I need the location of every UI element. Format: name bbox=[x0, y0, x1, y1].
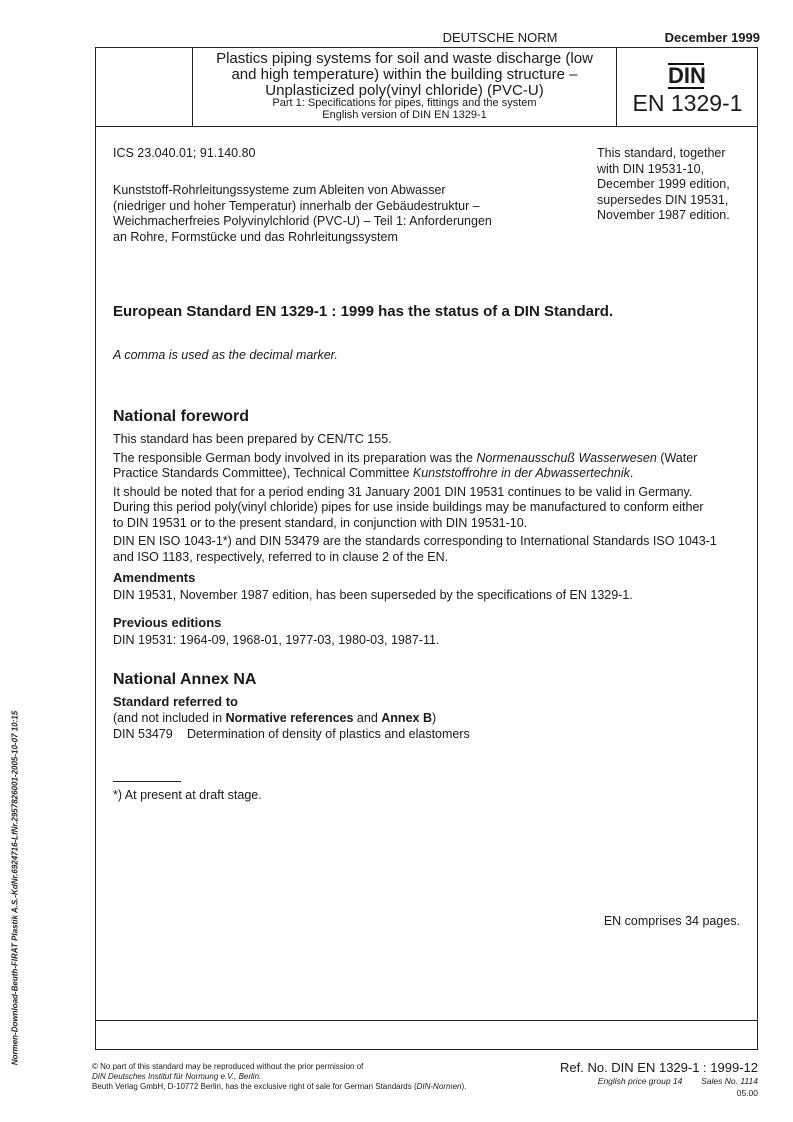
standard-number: EN 1329-1 bbox=[632, 90, 743, 116]
foreword-line: DIN EN ISO 1043-1*) and DIN 53479 are the standards corresponding to International Standards ISO 1043-1 bbox=[113, 534, 717, 548]
note-text: and bbox=[353, 711, 382, 725]
copyright-italic: DIN-Normen bbox=[416, 1082, 462, 1091]
bottom-divider bbox=[95, 1020, 758, 1021]
supersedes-note bbox=[597, 146, 747, 224]
download-stamp-text: Normen-Download-Beuth-FIRAT Plastik A.S.-KdNr.6924716-LfNr.2957826001-2005-10-07 10:15 bbox=[10, 710, 20, 1066]
foreword-paragraph: This standard has been prepared by CEN/TC 155. bbox=[113, 432, 392, 446]
national-foreword-heading: National foreword bbox=[113, 408, 250, 425]
foreword-line: It should be noted that for a period ending 31 January 2001 DIN 19531 continues to be valid in Germany. bbox=[113, 484, 693, 499]
german-title-line: Kunststoff-Rohrleitungssysteme zum Ableiten von Abwasser bbox=[113, 183, 446, 197]
note-bold-text: Annex B bbox=[381, 711, 432, 725]
foreword-text: Practice Standards Committee), Technical Committee bbox=[113, 466, 413, 480]
note-text: ) bbox=[431, 711, 437, 725]
previous-editions-heading: Previous editions bbox=[113, 615, 222, 630]
standard-referred-heading: Standard referred to bbox=[113, 694, 238, 709]
supersedes-line: November 1987 edition. bbox=[597, 208, 730, 222]
din-logo: DIN bbox=[668, 63, 706, 88]
footnote-rule bbox=[113, 781, 181, 782]
supersedes-line: with DIN 19531-10, bbox=[597, 161, 705, 176]
copyright-line bbox=[92, 1072, 542, 1082]
document-header bbox=[95, 30, 760, 46]
german-title-line: an Rohre, Formstücke und das Rohrleitungssystem bbox=[113, 229, 398, 244]
document-type: DEUTSCHE NORM bbox=[442, 30, 558, 45]
reference-code: DIN 53479 bbox=[113, 727, 173, 741]
document-date: December 1999 bbox=[664, 30, 760, 45]
supersedes-line: December 1999 edition, bbox=[597, 177, 730, 191]
part-title: Part 1: Specifications for pipes, fittings and the system bbox=[272, 97, 537, 109]
reference-number: Ref. No. DIN EN 1329-1 : 1999-12 bbox=[560, 1060, 758, 1075]
copyright-line: © No part of this standard may be reproduced without the prior permission of bbox=[92, 1062, 364, 1071]
amendments-heading: Amendments bbox=[113, 570, 196, 585]
reference-title: Determination of density of plastics and elastomers bbox=[187, 727, 470, 741]
foreword-line: During this period poly(vinyl chloride) pipes for use inside buildings may be manufactured to conform either bbox=[113, 500, 704, 514]
foreword-line: and ISO 1183, respectively, referred to in clause 2 of the EN. bbox=[113, 549, 449, 564]
reference-entry bbox=[113, 727, 470, 743]
foreword-paragraph bbox=[113, 451, 753, 467]
amendments-text: DIN 19531, November 1987 edition, has been superseded by the specifications of EN 1329-1. bbox=[113, 588, 633, 602]
note-bold-text: Normative references bbox=[225, 711, 354, 725]
ics-code: ICS 23.040.01; 91.140.80 bbox=[113, 146, 256, 160]
title-box bbox=[95, 47, 758, 127]
note-text: (and not included in bbox=[113, 711, 226, 725]
english-version-note: English version of DIN EN 1329-1 bbox=[322, 109, 487, 121]
normative-note bbox=[113, 711, 436, 727]
foreword-text: (Water bbox=[656, 450, 698, 465]
national-foreword-body bbox=[113, 432, 753, 565]
foreword-line: to DIN 19531 or to the present standard, in conjunction with DIN 19531-10. bbox=[113, 515, 528, 530]
english-title bbox=[193, 51, 616, 99]
previous-editions-text: DIN 19531: 1964-09, 1968-01, 1977-03, 1980-03, 1987-11. bbox=[113, 633, 440, 647]
title-line: and high temperature) within the building structure – bbox=[231, 66, 578, 83]
decimal-marker-note: A comma is used as the decimal marker. bbox=[113, 348, 338, 362]
copyright-text: Beuth Verlag GmbH, D-10772 Berlin, has the exclusive right of sale for German Standards ( bbox=[92, 1082, 417, 1091]
title-line: Unplasticized poly(vinyl chloride) (PVC-U) bbox=[265, 82, 544, 99]
edition-code: 05.00 bbox=[736, 1088, 758, 1098]
german-title-line: (niedriger und hoher Temperatur) innerhalb der Gebäudestruktur – bbox=[113, 198, 480, 213]
german-title bbox=[113, 183, 553, 245]
copyright-text: ). bbox=[461, 1082, 467, 1091]
technical-committee-name: Kunststoffrohre in der Abwassertechnik bbox=[412, 466, 630, 480]
page-count: EN comprises 34 pages. bbox=[603, 914, 740, 928]
status-statement: European Standard EN 1329-1 : 1999 has the status of a DIN Standard. bbox=[113, 303, 614, 320]
foreword-paragraph bbox=[113, 466, 753, 482]
reference-block bbox=[560, 1060, 758, 1099]
supersedes-line: supersedes DIN 19531, bbox=[597, 192, 729, 207]
price-group: English price group 14 bbox=[597, 1076, 683, 1086]
copyright-line bbox=[92, 1082, 542, 1092]
title-part bbox=[193, 97, 616, 121]
committee-name: Normenausschuß Wasserwesen bbox=[476, 450, 657, 465]
price-info bbox=[560, 1075, 758, 1087]
national-annex-heading: National Annex NA bbox=[113, 671, 257, 688]
sidebar-stamp bbox=[0, 0, 30, 1122]
footnote: *) At present at draft stage. bbox=[113, 788, 262, 802]
foreword-text: The responsible German body involved in its preparation was the bbox=[113, 450, 477, 465]
copyright-notice bbox=[92, 1062, 542, 1092]
sales-number: Sales No. 1114 bbox=[701, 1076, 758, 1086]
german-title-line: Weichmacherfreies Polyvinylchlorid (PVC-U) – Teil 1: Anforderungen bbox=[113, 214, 492, 228]
copyright-institute: DIN Deutsches Institut für Normung e.V., Berlin. bbox=[92, 1072, 262, 1081]
title-line: Plastics piping systems for soil and waste discharge (low bbox=[216, 50, 593, 67]
supersedes-line: This standard, together bbox=[597, 146, 726, 160]
foreword-text: . bbox=[629, 466, 634, 480]
